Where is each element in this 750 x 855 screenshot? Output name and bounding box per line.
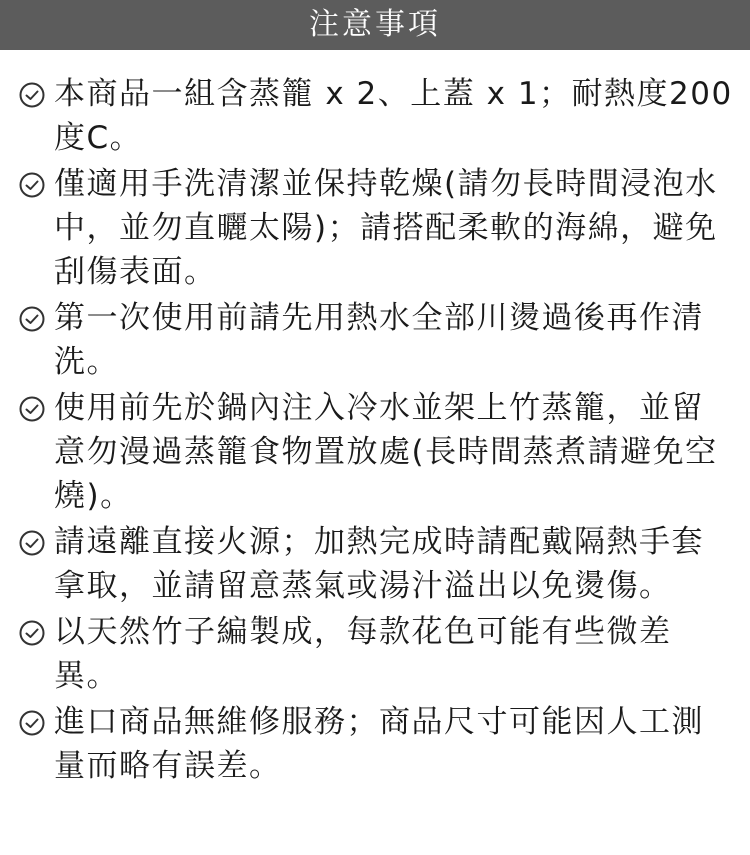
note-item — [0, 72, 750, 160]
check-circle-icon — [18, 709, 46, 737]
check-circle-icon — [18, 529, 46, 557]
note-item — [0, 386, 750, 518]
note-text: 使用前先於鍋內注入冷水並架上竹蒸籠，並留意勿漫過蒸籠食物置放處(長時間蒸煮請避免空燒)。 — [54, 390, 718, 514]
note-text: 僅適用手洗清潔並保持乾燥(請勿長時間浸泡水中，並勿直曬太陽)；請搭配柔軟的海綿，避免刮傷表面。 — [54, 166, 718, 290]
header-bar — [0, 0, 750, 50]
note-text: 本商品一組含蒸籠 x 2、上蓋 x 1；耐熱度200 度C。 — [54, 76, 733, 156]
note-item — [0, 520, 750, 608]
note-item — [0, 296, 750, 384]
page-title: 注意事項 — [309, 7, 441, 42]
note-item — [0, 700, 750, 788]
check-circle-icon — [18, 619, 46, 647]
notes-list — [0, 72, 750, 788]
note-text: 第一次使用前請先用熱水全部川燙過後再作清洗。 — [54, 300, 704, 380]
note-item — [0, 162, 750, 294]
check-circle-icon — [18, 305, 46, 333]
note-item — [0, 610, 750, 698]
note-text: 進口商品無維修服務；商品尺寸可能因人工測量而略有誤差。 — [54, 704, 704, 784]
check-circle-icon — [18, 81, 46, 109]
note-text: 以天然竹子編製成，每款花色可能有些微差異。 — [54, 614, 672, 694]
check-circle-icon — [18, 171, 46, 199]
note-text: 請遠離直接火源；加熱完成時請配戴隔熱手套拿取，並請留意蒸氣或湯汁溢出以免燙傷。 — [54, 524, 704, 604]
check-circle-icon — [18, 395, 46, 423]
